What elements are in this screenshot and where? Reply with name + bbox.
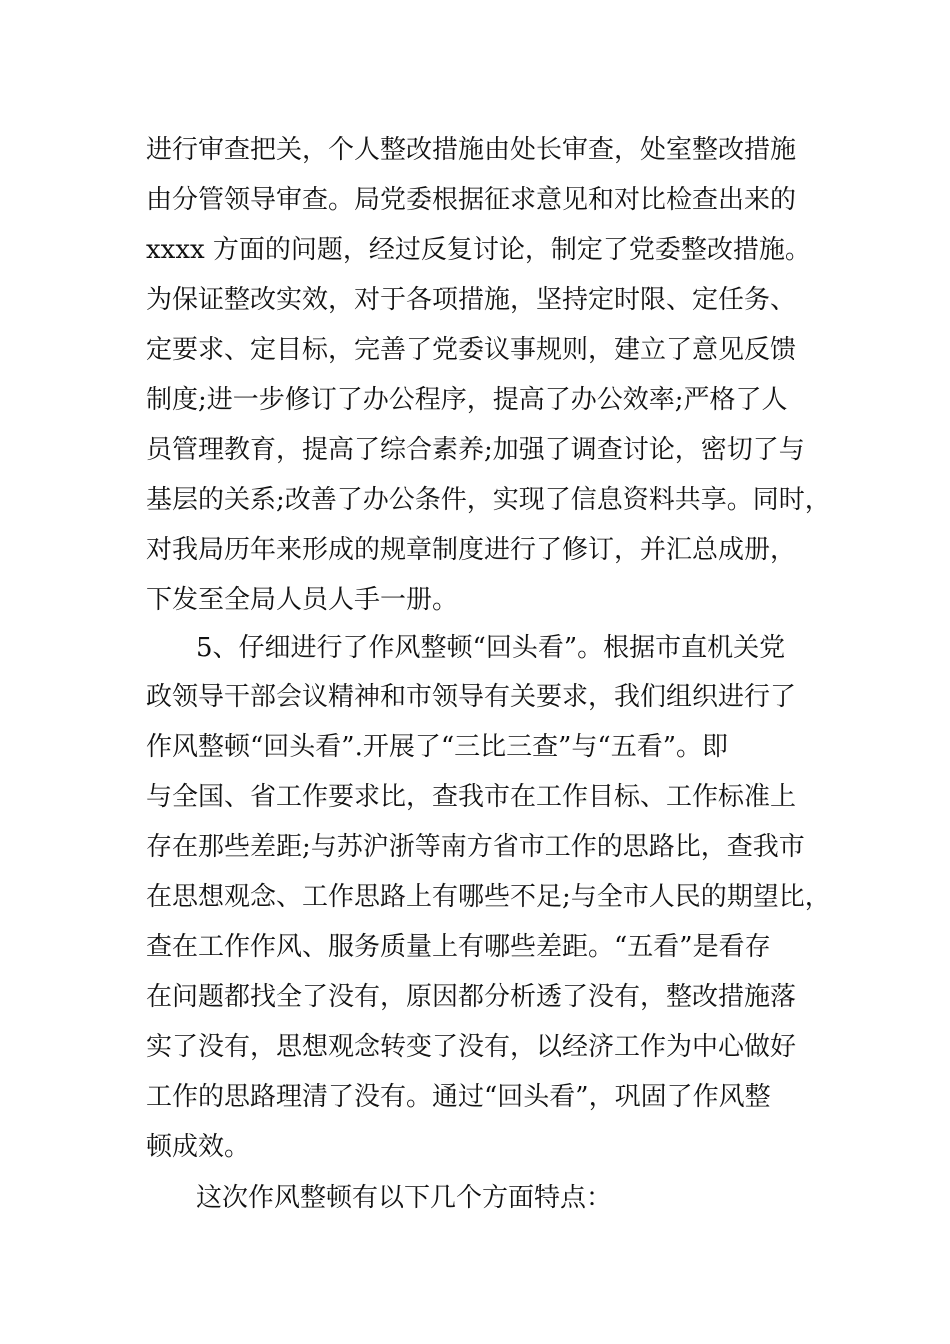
text-line: 制度;进一步修订了办公程序，提高了办公效率;严格了人 [146, 385, 788, 415]
text-line: 进行审查把关，个人整改措施由处长审查，处室整改措施 [146, 135, 797, 165]
text-line: 基层的关系;改善了办公条件，实现了信息资料共享。同时， [146, 485, 831, 515]
text-line: 由分管领导审查。局党委根据征求意见和对比检查出来的 [146, 185, 797, 215]
text-line: 在问题都找全了没有，原因都分析透了没有，整改措施落 [146, 982, 797, 1012]
text-line: 下发至全局人员人手一册。 [146, 585, 459, 615]
text-line: 为保证整改实效，对于各项措施，坚持定时限、定任务、 [146, 285, 797, 315]
text-line: 查在工作作风、服务质量上有哪些差距。“五看”是看存 [146, 932, 771, 962]
paragraph-start-line: 5、仔细进行了作风整顿“回头看”。根据市直机关党 [196, 633, 786, 663]
text-line: 实了没有，思想观念转变了没有，以经济工作为中心做好 [146, 1032, 797, 1062]
text-line: 与全国、省工作要求比，查我市在工作目标、工作标准上 [146, 782, 797, 812]
text-line: 政领导干部会议精神和市领导有关要求，我们组织进行了 [146, 682, 797, 712]
text-line: 工作的思路理清了没有。通过“回头看”，巩固了作风整 [146, 1082, 771, 1112]
text-line: 员管理教育，提高了综合素养;加强了调查讨论，密切了与 [146, 435, 805, 465]
text-line: 定要求、定目标，完善了党委议事规则，建立了意见反馈 [146, 335, 797, 365]
text-line: 作风整顿“回头看”.开展了“三比三查”与“五看”。即 [146, 732, 729, 762]
paragraph-start-line: 这次作风整顿有以下几个方面特点： [196, 1183, 613, 1213]
text-line: 对我局历年来形成的规章制度进行了修订，并汇总成册， [146, 535, 797, 565]
text-line: xxxx 方面的问题，经过反复讨论，制定了党委整改措施。 [146, 235, 811, 265]
text-line: 在思想观念、工作思路上有哪些不足;与全市人民的期望比， [146, 882, 831, 912]
text-line: 顿成效。 [146, 1132, 251, 1162]
text-line: 存在那些差距;与苏沪浙等南方省市工作的思路比，查我市 [146, 832, 805, 862]
